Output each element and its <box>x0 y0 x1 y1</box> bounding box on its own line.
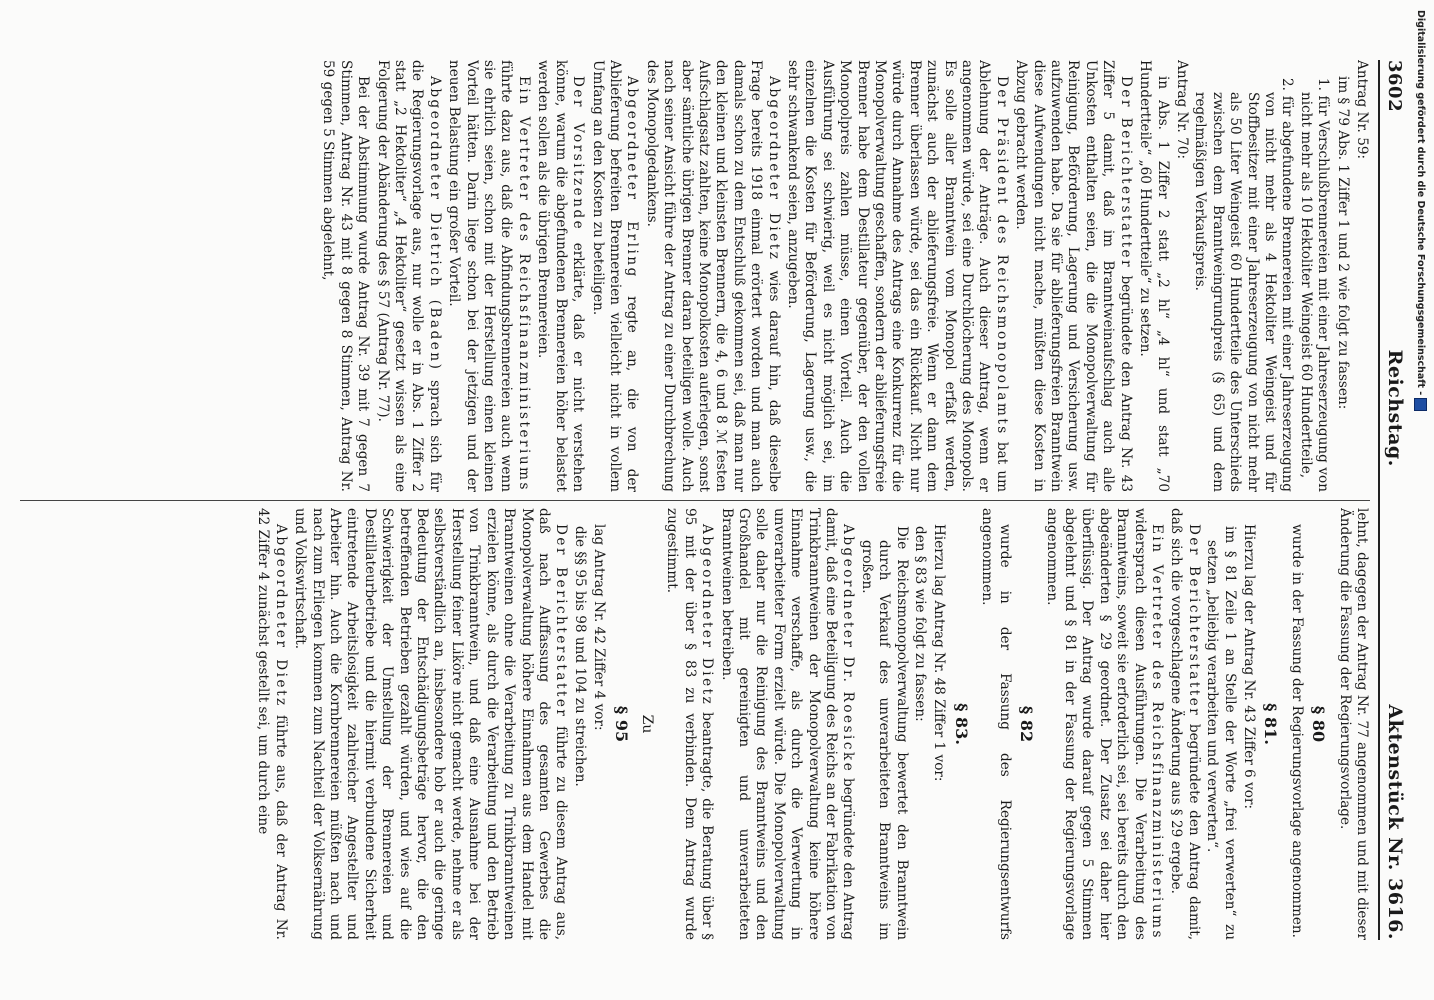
section-95-paragraph-2 <box>254 508 289 940</box>
paragraph-vorsitzende <box>534 60 586 492</box>
speaker: Der Vorsitzende <box>570 76 587 232</box>
credit-text: Digitalisierung gefördert durch die Deutsche Forschungsgemeinschaft - <box>1415 10 1427 396</box>
section-82-text: wurde in der Fassung des Regierungsentwurfs angenommen. <box>979 508 1013 940</box>
paragraph-abstimmung: Bei der Abstimmung wurde Antrag Nr. 39 mit 7 gegen 7 Stimmen, Antrag Nr. 43 mit 8 gegen 8 Stimmen, Antrag Nr. 59 gegen 5 Stimmen abgelehnt, <box>320 60 372 492</box>
paragraph-text: begründete den Antrag damit, daß eine Beteiligung des Reichs an der Fabrikation von Trinkbranntweinen der Monopolverwaltung keine höhere Einnahme verschaffe, als durch die Verwertung in unverarbeiteter Form erzielt würde. Die Monopolverwaltung solle daher nur die Reinigung des Branntweins und den Großhandel mit gereinigten und unverarbeiteten Branntweinen betreiben. <box>718 508 857 940</box>
speaker: Der Präsident des Reichsmonopolamts <box>993 76 1010 436</box>
speaker: Abgeordneter Erling <box>624 76 641 279</box>
section-heading-80: § 80 <box>1309 705 1329 743</box>
section-95-intro: lag Antrag Nr. 42 Ziffer 4 vor: <box>591 524 608 731</box>
section-81-quote: im § 81 Zeile 1 an Stelle der Worte „frei verwerten“ zu setzen „beliebig verarbeiten und verwerten“. <box>1204 526 1238 940</box>
section-81-paragraph-2 <box>1043 508 1165 940</box>
paragraph-text: führte aus, daß der Antrag Nr. 42 Ziffer 4 zunächst gestellt sei, um durch eine <box>255 508 289 940</box>
section-heading-95: § 95 <box>611 705 631 743</box>
section-83-intro: Hierzu lag Antrag Nr. 48 Ziffer 1 vor: <box>931 524 948 782</box>
paragraph-text: führte dazu aus, daß die Abfindungsbrennereien auch wenn sie ehrlich seien, schon mit der Herstellung einen kleinen Vorteil hätten. Darin liege schon bei der jetzigen und der neuen Belastung ein großer Vorteil. <box>446 60 515 492</box>
speaker: Der Berichterstatter <box>1117 76 1134 270</box>
section-81-paragraph-1 <box>1167 508 1202 940</box>
left-column <box>20 60 1370 492</box>
section-83-paragraph-2 <box>663 508 715 940</box>
paragraph-text: beantragte, die Beratung über § 95 mit der über § 83 zu verbinden. Dem Antrag wurde zugestimmt. <box>664 508 716 940</box>
paragraph-text: begründete den Antrag Nr. 43 Ziffer 5 damit, daß im Branntweinaufschlag auch alle Unkosten enthalten seien, die die Monopolverwaltung für Reinigung, Beförderung, Lagerung und Versicherung usw. aufzuwenden habe. Da sie für ablieferungsfreien Branntwein diese Aufwendungen nicht mache, müßten diese Kosten in Abzug gebracht werden. <box>1013 60 1134 492</box>
speaker: Abgeordneter Dietz <box>765 76 782 262</box>
speaker: Abgeordneter Dietz <box>272 524 289 708</box>
antrag59-item-2: 2. für abgefundene Brennereien mit einer Jahreserzeugung von nicht mehr als 4 Hektoliter Weingeist und für Stoffbesitzer mit einer Jahreserzeugung von nicht mehr als 50 Liter Weingeist 60 Hundertteile des Unterschieds zwischen dem Branntweingrundpreis (§ 65) und dem regelmäßigen Verkaufspreis. <box>1192 78 1296 492</box>
section-heading-81: § 81. <box>1261 703 1281 745</box>
paragraph-continuation: lehnt, dagegen der Antrag Nr. 77 angenommen und mit dieser Änderung die Fassung der Regierungsvorlage. <box>1336 508 1370 940</box>
section-81-intro: Hierzu lag der Antrag Nr. 43 Ziffer 6 vor: <box>1240 524 1257 810</box>
paragraph-text: bat um Ablehnung der Anträge. Auch dieser Antrag, wenn er angenommen würde, sei eine Durchlöcherung des Monopols. Es solle aller Branntwein vom Monopol erfaßt werden, zunächst auch der ablieferungsfreie. Wenn er dann dem Brenner überlassen würde, sei das ein Rückkauf. Nicht nur würde durch Annahme des Antrags eine Konkurrenz für die Monopolverwaltung geschaffen, sondern der ablieferungsfreie Brenner habe dem Destillateur gegenüber, der den vollen Monopolpreis zahlen müsse, einen Vorteil. Auch die Ausführung sei schwierig, weil es nicht möglich sei, im einzelnen die Kosten für Beförderung, Lagerung usw., die sehr schwankend seien, anzugeben. <box>785 60 1010 492</box>
speaker: Der Berichterstatter <box>553 524 570 719</box>
right-column <box>20 508 1370 940</box>
speaker: Abgeordneter Dietz <box>699 524 716 707</box>
antrag70-text: in Abs. 1 Ziffer 2 statt „2 hl“ „4 hl“ und statt „70 Hundertteile“ „60 Hundertteile“ zu setzen. <box>1137 60 1171 492</box>
section-83-quote-1: den § 83 wie folgt zu fassen: <box>912 526 929 722</box>
paragraph-text: wies darauf hin, daß dieselbe Frage bereits 1918 einmal erörtert worden und man auch damals schon zu dem Entschluß gekommen sei, daß man nur den kleinen und kleinsten Brennern, die 4, 6 und 8 ℳ festen Aufschlagsatz zahlten, keine Monopolkosten auferlegen, sonst aber sämtliche übrigen Brenner daran beteiligen wolle. Auch nach seiner Ansicht führe der Antrag zu einer Durchbrechung des Monopolgedankens. <box>643 60 782 492</box>
paragraph-praesident <box>784 60 1010 492</box>
paragraph-text: erklärte, daß er nicht verstehen könne, warum die abgefundenen Brennereien höher belastet werden sollen als die übrigen Brennereien. <box>535 60 587 492</box>
paragraph-dietz <box>642 60 781 492</box>
paragraph-ministerium <box>445 60 532 492</box>
page-number: 3602 <box>1384 60 1406 113</box>
speaker: Abgeordneter Dietrich (Baden) <box>426 76 443 372</box>
paragraph-text: begründete den Antrag damit, daß sich die vorgeschlagene Änderung aus § 29 ergebe. <box>1168 508 1202 940</box>
speaker: Ein Vertreter des Reichsfinanzministeriums <box>515 76 532 492</box>
header-title: Reichstag. <box>1384 349 1406 467</box>
column-divider <box>20 500 1370 501</box>
section-80-text: wurde in der Fassung der Regierungsvorlage angenommen. <box>1288 524 1305 938</box>
antrag70-label: Antrag Nr. 70: <box>1173 60 1190 160</box>
antrag59-intro: im § 79 Abs. 1 Ziffer 1 und 2 wie folgt zu fassen: <box>1334 76 1351 410</box>
page-header <box>1378 60 1410 940</box>
section-83-paragraph-1 <box>717 508 856 940</box>
paragraph-dietrich <box>373 60 443 492</box>
section-83-quote-2: Die Reichsmonopolverwaltung bewertet den Branntwein durch Verkauf des unverarbeiteten Branntweins im großen. <box>858 526 910 940</box>
antrag59-item-1: 1. für Verschlußbrennereien mit einer Jahreserzeugung von nicht mehr als 10 Hektoliter Weingeist 60 Hundertteile, <box>1297 78 1332 492</box>
speaker: Der Berichterstatter <box>1185 524 1202 718</box>
digitization-credit <box>1414 10 1428 1000</box>
antrag59-label: Antrag Nr. 59: <box>1354 60 1370 160</box>
paragraph-text: führte zu diesem Antrag aus, daß nach Auffassung des gesamten Gewerbes die Monopolverwaltung höhere Einnahmen aus dem Handel mit Branntweinen ohne die Verarbeitung zu Trinkbranntweinen erzielen könne, als durch die Verarbeitung und den Betrieb von Trinkbranntwein, und daß eine Ausnahme bei der Herstellung feiner Liköre nicht gemacht werde, nehme er als selbstverständlich an, insbesondere hob er auch die geringe Bedeutung der Entschädigungsbeträge hervor, die den betreffenden Betrieben gezahlt würden, und wies auf die Schwierigkeit der Umstellung der Brennereien und Destillateurbetriebe und die hiermit verbundene Sicherheit eintretende Arbeitslosigkeit zahlreicher Angestellter und Arbeiter hin. Auch die Kornbrennereien müßten nach und nach zum Erliegen kommen zum Nachteil der Volksernährung und Volkswirtschaft. <box>292 508 570 940</box>
section-heading-82: § 82 <box>1017 705 1037 743</box>
section-95-quote: die §§ 95 bis 98 und 104 zu streichen. <box>571 526 588 787</box>
paragraph-text: widersprach diesen Ausführungen. Die Verarbeitung des Branntweins, soweit sie erforderlich sei, sei bereits durch den abgeänderten § 29 geordnet. Der Zusatz sei daher hier überflüssig. Der Antrag wurde darauf gegen 5 Stimmen abgelehnt und § 81 in der Fassung der Regierungsvorlage angenommen. <box>1044 508 1148 940</box>
paragraph-erling <box>588 60 640 492</box>
section-95-paragraph-1 <box>291 508 570 940</box>
document-number: Aktenstück Nr. 3616. <box>1384 704 1406 940</box>
dfg-logo <box>1415 398 1428 411</box>
paragraph-text: sprach sich für die Regierungsvorlage aus, nur wolle er in Abs. 1 Ziffer 2 statt „2 Hektoliter“ „4 Hektoliter“ gesetzt wissen als eine Folgerung der Abänderung des § 57 (Antrag Nr. 77). <box>374 60 443 492</box>
paragraph-berichterstatter <box>1012 60 1134 492</box>
speaker: Ein Vertreter des Reichsfinanzministeriums <box>1148 524 1165 940</box>
paragraph-text: regte an, die von der Ablieferung befreiten Brennereien vielleicht nicht in vollem Umfang an den Kosten zu beteiligen. <box>589 60 641 492</box>
section-heading-83: § 83. <box>951 703 971 745</box>
zu-label: Zu <box>638 714 655 734</box>
speaker: Abgeordneter Dr. Roesicke <box>840 524 857 774</box>
